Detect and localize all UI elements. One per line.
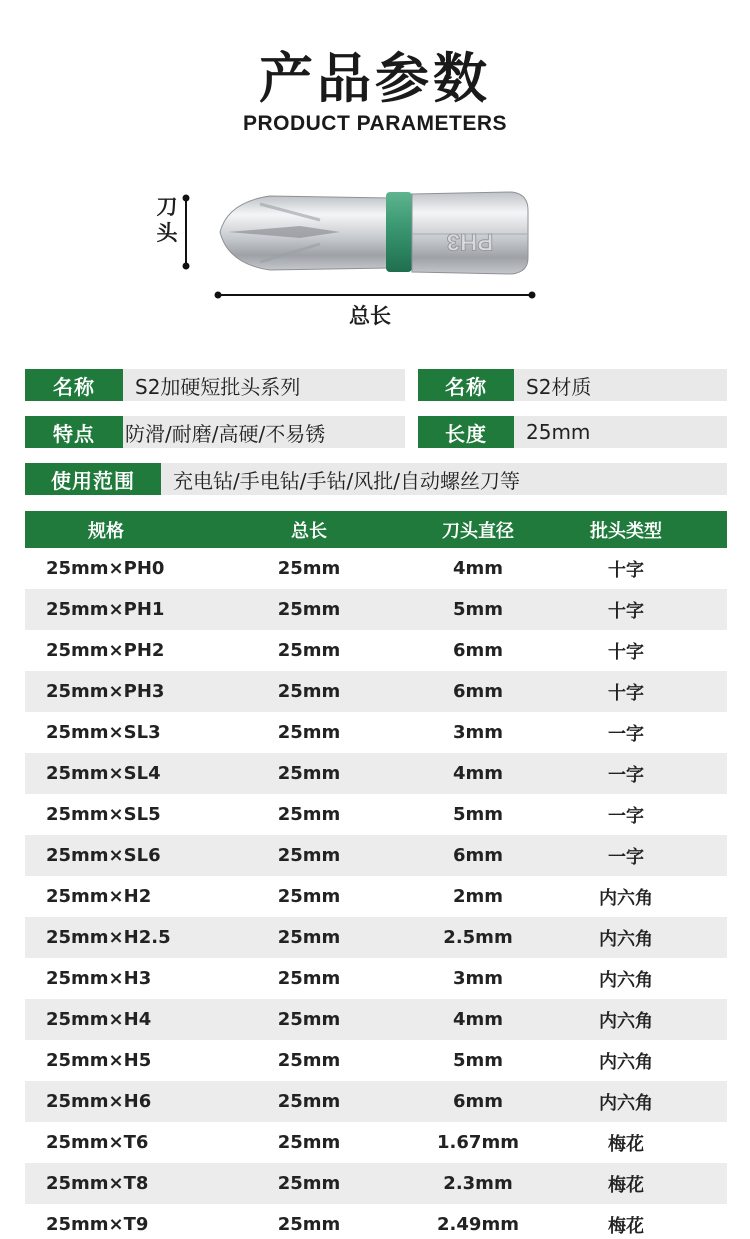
total-measure-dot-right	[529, 292, 536, 299]
table-row	[25, 1163, 727, 1204]
cell-bit-type: 一字	[608, 805, 644, 827]
table-row	[25, 1204, 727, 1239]
head-measure-dot-top	[183, 195, 190, 202]
cell-spec: 25mm×T6	[46, 1132, 149, 1153]
cell-total-length: 25mm	[277, 886, 341, 907]
table-row	[25, 958, 727, 999]
cell-total-length: 25mm	[277, 599, 341, 620]
cell-head-diameter: 3mm	[452, 968, 504, 989]
header-head-diameter: 刀头直径	[442, 520, 514, 542]
cell-total-length: 25mm	[277, 722, 341, 743]
spec-length	[418, 416, 727, 448]
cell-head-diameter: 6mm	[452, 1091, 504, 1112]
cell-head-diameter: 5mm	[452, 804, 504, 825]
cell-bit-type: 十字	[608, 600, 644, 622]
cell-head-diameter: 2.3mm	[443, 1173, 513, 1194]
cell-total-length: 25mm	[277, 640, 341, 661]
spec-key: 特点	[25, 416, 123, 448]
cell-spec: 25mm×H4	[46, 1009, 152, 1030]
cell-head-diameter: 6mm	[452, 640, 504, 661]
cell-bit-type: 梅花	[608, 1174, 644, 1196]
cell-spec: 25mm×SL4	[46, 763, 161, 784]
cell-head-diameter: 5mm	[452, 599, 504, 620]
header-total-length: 总长	[291, 520, 327, 542]
cell-total-length: 25mm	[277, 804, 341, 825]
cell-total-length: 25mm	[277, 1050, 341, 1071]
table-row	[25, 1122, 727, 1163]
cell-bit-type: 内六角	[599, 1092, 653, 1114]
spec-value: 充电钻/手电钻/手钻/风批/自动螺丝刀等	[161, 463, 727, 495]
spec-name-series	[25, 369, 405, 401]
cell-total-length: 25mm	[277, 763, 341, 784]
spec-value: 25mm	[514, 416, 727, 448]
table-row	[25, 1081, 727, 1122]
spec-key: 名称	[25, 369, 123, 401]
cell-spec: 25mm×PH2	[46, 640, 165, 661]
cell-spec: 25mm×PH3	[46, 681, 165, 702]
head-diameter-label: 刀头	[156, 195, 178, 245]
spec-key: 长度	[418, 416, 514, 448]
cell-head-diameter: 1.67mm	[437, 1132, 519, 1153]
total-length-label: 总长	[349, 304, 391, 328]
table-row	[25, 794, 727, 835]
cell-total-length: 25mm	[277, 558, 341, 579]
cell-bit-type: 内六角	[599, 1010, 653, 1032]
cell-bit-type: 十字	[608, 559, 644, 581]
cell-spec: 25mm×SL6	[46, 845, 161, 866]
cell-total-length: 25mm	[277, 681, 341, 702]
spec-value: S2加硬短批头系列	[123, 369, 405, 401]
cell-head-diameter: 4mm	[452, 558, 504, 579]
cell-total-length: 25mm	[277, 1173, 341, 1194]
cell-spec: 25mm×PH1	[46, 599, 165, 620]
table-header	[25, 511, 727, 548]
parameter-table	[25, 511, 727, 1239]
cell-head-diameter: 2.5mm	[443, 927, 513, 948]
cell-bit-type: 内六角	[599, 887, 653, 909]
cell-bit-type: 十字	[608, 682, 644, 704]
cell-head-diameter: 6mm	[452, 845, 504, 866]
table-row	[25, 999, 727, 1040]
spec-key: 使用范围	[25, 463, 161, 495]
cell-spec: 25mm×H3	[46, 968, 152, 989]
cell-head-diameter: 4mm	[452, 1009, 504, 1030]
table-row	[25, 917, 727, 958]
page-title-en: PRODUCT PARAMETERS	[242, 112, 508, 135]
header-spec: 规格	[88, 520, 124, 542]
head-measure-dot-bottom	[183, 263, 190, 270]
total-measure-dot-left	[215, 292, 222, 299]
cell-total-length: 25mm	[277, 1214, 341, 1235]
cell-bit-type: 一字	[608, 723, 644, 745]
table-row	[25, 1040, 727, 1081]
cell-bit-type: 一字	[608, 846, 644, 868]
cell-bit-type: 梅花	[608, 1133, 644, 1155]
cell-spec: 25mm×SL3	[46, 722, 161, 743]
spec-key: 名称	[418, 369, 514, 401]
cell-head-diameter: 5mm	[452, 1050, 504, 1071]
page-title-cn: 产品参数	[259, 47, 491, 110]
spec-value: S2材质	[514, 369, 727, 401]
cell-head-diameter: 3mm	[452, 722, 504, 743]
table-row	[25, 548, 727, 589]
cell-head-diameter: 6mm	[452, 681, 504, 702]
table-row	[25, 753, 727, 794]
cell-spec: 25mm×PH0	[46, 558, 165, 579]
cell-bit-type: 内六角	[599, 928, 653, 950]
cell-total-length: 25mm	[277, 968, 341, 989]
cell-bit-type: 一字	[608, 764, 644, 786]
cell-spec: 25mm×H2	[46, 886, 152, 907]
cell-head-diameter: 2mm	[452, 886, 504, 907]
cell-total-length: 25mm	[277, 1091, 341, 1112]
table-row	[25, 589, 727, 630]
cell-bit-type: 梅花	[608, 1215, 644, 1237]
table-row	[25, 671, 727, 712]
cell-total-length: 25mm	[277, 1009, 341, 1030]
cell-bit-type: 内六角	[599, 1051, 653, 1073]
table-row	[25, 630, 727, 671]
table-body	[25, 548, 727, 1239]
cell-spec: 25mm×H6	[46, 1091, 152, 1112]
cell-head-diameter: 2.49mm	[437, 1214, 519, 1235]
cell-spec: 25mm×T9	[46, 1214, 149, 1235]
spec-name-material	[418, 369, 727, 401]
cell-total-length: 25mm	[277, 845, 341, 866]
spec-features	[25, 416, 405, 448]
bit-marking: PH3	[446, 228, 494, 255]
header-bit-type: 批头类型	[590, 520, 662, 542]
cell-spec: 25mm×H5	[46, 1050, 152, 1071]
cell-spec: 25mm×H2.5	[46, 927, 171, 948]
spec-usage-range	[25, 463, 727, 495]
cell-spec: 25mm×SL5	[46, 804, 161, 825]
cell-total-length: 25mm	[277, 1132, 341, 1153]
cell-head-diameter: 4mm	[452, 763, 504, 784]
table-row	[25, 712, 727, 753]
spec-value: 防滑/耐磨/高硬/不易锈	[123, 416, 405, 448]
cell-bit-type: 十字	[608, 641, 644, 663]
cell-spec: 25mm×T8	[46, 1173, 149, 1194]
cell-total-length: 25mm	[277, 927, 341, 948]
bit-color-ring	[386, 192, 412, 272]
cell-bit-type: 内六角	[599, 969, 653, 991]
table-row	[25, 835, 727, 876]
table-row	[25, 876, 727, 917]
